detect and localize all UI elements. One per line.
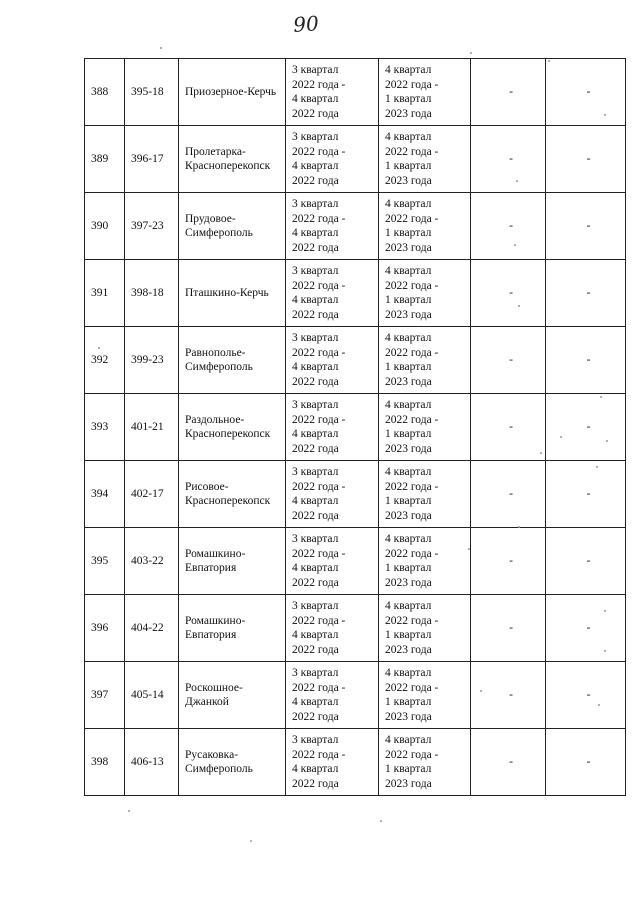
route-code-cell: 396-17 [125, 126, 179, 193]
start-period-cell-line: 4 квартал [292, 428, 339, 440]
end-period-cell [379, 729, 471, 796]
end-period-cell-line: 2022 года - [385, 748, 439, 761]
route-name-cell [179, 394, 286, 461]
start-period-cell [286, 662, 379, 729]
row-number-cell: 392 [85, 327, 125, 394]
route-code-cell: 406-13 [125, 729, 179, 796]
start-period-cell [286, 59, 379, 126]
route-code-cell: 395-18 [125, 59, 179, 126]
route-code-cell: 399-23 [125, 327, 179, 394]
route-name-cell-line: Симферополь [185, 763, 253, 775]
row-number-cell: 388 [85, 59, 125, 126]
start-period-cell-line: 4 квартал [292, 562, 339, 574]
scan-speck [560, 436, 562, 438]
route-code-cell: 401-21 [125, 394, 179, 461]
start-period-cell-line: 2022 года - [292, 145, 346, 158]
end-period-cell-line: 4 квартал [385, 332, 432, 344]
end-period-cell-line: 4 квартал [385, 198, 432, 210]
row-number-cell: 398 [85, 729, 125, 796]
end-period-cell-line: 1 квартал [385, 294, 432, 306]
end-period-cell-line: 4 квартал [385, 734, 432, 746]
start-period-cell-line: 4 квартал [292, 294, 339, 306]
start-period-cell-line: 3 квартал [292, 734, 339, 746]
route-name-cell [179, 260, 286, 327]
end-period-cell-line: 4 квартал [385, 600, 432, 612]
start-period-cell-line: 2022 года [292, 509, 339, 522]
end-period-cell-line: 1 квартал [385, 629, 432, 641]
start-period-cell-line: 2022 года [292, 777, 339, 790]
start-period-cell-line: 4 квартал [292, 93, 339, 105]
scan-speck [250, 840, 252, 842]
start-period-cell [286, 461, 379, 528]
route-name-cell-line: Рисовое- [185, 480, 229, 493]
route-name-cell [179, 729, 286, 796]
dash-cell: - [471, 59, 546, 126]
end-period-cell-line: 2022 года - [385, 346, 439, 359]
dash-cell: - [546, 729, 626, 796]
route-name-cell-line: Пташкино-Керчь [185, 286, 269, 299]
route-name-cell [179, 193, 286, 260]
dash-cell: - [471, 126, 546, 193]
route-name-cell-line: Красноперекопск [185, 160, 271, 172]
start-period-cell-line: 4 квартал [292, 763, 339, 775]
start-period-cell-line: 2022 года - [292, 614, 346, 627]
end-period-cell [379, 193, 471, 260]
table-row [85, 260, 626, 327]
dash-cell: - [546, 528, 626, 595]
start-period-cell-line: 2022 года - [292, 279, 346, 292]
row-number-cell: 389 [85, 126, 125, 193]
start-period-cell-line: 3 квартал [292, 265, 339, 277]
start-period-cell-line: 3 квартал [292, 131, 339, 143]
row-number-cell: 396 [85, 595, 125, 662]
end-period-cell [379, 126, 471, 193]
scan-speck [514, 244, 516, 246]
end-period-cell [379, 327, 471, 394]
row-number-cell: 397 [85, 662, 125, 729]
route-name-cell [179, 461, 286, 528]
page-number: 90 [292, 11, 320, 37]
end-period-cell-line: 2023 года [385, 241, 432, 254]
start-period-cell-line: 2022 года - [292, 480, 346, 493]
dash-cell: - [546, 126, 626, 193]
scan-speck [380, 820, 382, 822]
row-number-cell: 391 [85, 260, 125, 327]
route-code-cell: 405-14 [125, 662, 179, 729]
end-period-cell-line: 2022 года - [385, 279, 439, 292]
dash-cell: - [546, 327, 626, 394]
end-period-cell-line: 2023 года [385, 777, 432, 790]
end-period-cell-line: 1 квартал [385, 495, 432, 507]
start-period-cell-line: 2022 года [292, 375, 339, 388]
scan-speck [128, 810, 130, 812]
start-period-cell [286, 528, 379, 595]
scan-speck [480, 690, 482, 692]
route-name-cell [179, 126, 286, 193]
end-period-cell-line: 4 квартал [385, 466, 432, 478]
end-period-cell-line: 2023 года [385, 174, 432, 187]
start-period-cell-line: 2022 года [292, 643, 339, 656]
dash-cell: - [471, 260, 546, 327]
end-period-cell-line: 1 квартал [385, 696, 432, 708]
route-name-cell [179, 528, 286, 595]
route-name-cell-line: Равнополье- [185, 346, 246, 359]
table-row [85, 126, 626, 193]
scan-speck [598, 704, 600, 706]
start-period-cell [286, 193, 379, 260]
dash-cell: - [546, 193, 626, 260]
route-name-cell [179, 595, 286, 662]
dash-cell: - [471, 595, 546, 662]
end-period-cell-line: 1 квартал [385, 428, 432, 440]
dash-cell: - [546, 662, 626, 729]
start-period-cell [286, 394, 379, 461]
scan-speck [468, 548, 470, 550]
start-period-cell-line: 4 квартал [292, 495, 339, 507]
start-period-cell-line: 2022 года - [292, 413, 346, 426]
end-period-cell [379, 394, 471, 461]
start-period-cell [286, 327, 379, 394]
table-row [85, 59, 626, 126]
table-row [85, 528, 626, 595]
route-name-cell-line: Раздольное- [185, 413, 245, 426]
scan-speck [596, 466, 598, 468]
start-period-cell-line: 2022 года - [292, 681, 346, 694]
dash-cell: - [471, 394, 546, 461]
schedule-table [84, 58, 626, 796]
end-period-cell [379, 528, 471, 595]
start-period-cell [286, 595, 379, 662]
dash-cell: - [546, 260, 626, 327]
scan-speck [516, 180, 518, 182]
table-row [85, 662, 626, 729]
dash-cell: - [471, 193, 546, 260]
end-period-cell-line: 1 квартал [385, 562, 432, 574]
end-period-cell-line: 4 квартал [385, 667, 432, 679]
route-name-cell-line: Красноперекопск [185, 495, 271, 507]
start-period-cell-line: 2022 года [292, 107, 339, 120]
schedule-table-body [85, 59, 626, 796]
end-period-cell-line: 2022 года - [385, 681, 439, 694]
scan-speck [518, 526, 520, 528]
dash-cell: - [546, 595, 626, 662]
route-name-cell-line: Евпатория [185, 629, 237, 641]
end-period-cell-line: 2023 года [385, 375, 432, 388]
start-period-cell-line: 4 квартал [292, 160, 339, 172]
route-name-cell-line: Прудовое- [185, 212, 236, 225]
start-period-cell-line: 2022 года [292, 710, 339, 723]
route-code-cell: 404-22 [125, 595, 179, 662]
start-period-cell-line: 4 квартал [292, 629, 339, 641]
scan-speck [540, 452, 542, 454]
end-period-cell-line: 2023 года [385, 308, 432, 321]
start-period-cell-line: 4 квартал [292, 227, 339, 239]
dash-cell: - [546, 59, 626, 126]
start-period-cell-line: 2022 года [292, 174, 339, 187]
route-name-cell [179, 662, 286, 729]
dash-cell: - [546, 461, 626, 528]
start-period-cell [286, 126, 379, 193]
route-code-cell: 397-23 [125, 193, 179, 260]
row-number-cell: 395 [85, 528, 125, 595]
start-period-cell-line: 2022 года [292, 442, 339, 455]
route-name-cell-line: Симферополь [185, 361, 253, 373]
table-row [85, 461, 626, 528]
end-period-cell-line: 2022 года - [385, 212, 439, 225]
start-period-cell-line: 3 квартал [292, 64, 339, 76]
start-period-cell [286, 260, 379, 327]
end-period-cell-line: 4 квартал [385, 533, 432, 545]
route-name-cell-line: Симферополь [185, 227, 253, 239]
start-period-cell-line: 2022 года [292, 576, 339, 589]
start-period-cell-line: 2022 года - [292, 346, 346, 359]
dash-cell: - [471, 729, 546, 796]
end-period-cell [379, 662, 471, 729]
route-code-cell: 403-22 [125, 528, 179, 595]
dash-cell: - [471, 662, 546, 729]
start-period-cell-line: 2022 года [292, 241, 339, 254]
start-period-cell-line: 3 квартал [292, 667, 339, 679]
end-period-cell-line: 1 квартал [385, 93, 432, 105]
table-row [85, 595, 626, 662]
route-name-cell-line: Роскошное- [185, 681, 243, 694]
table-row [85, 394, 626, 461]
row-number-cell: 393 [85, 394, 125, 461]
start-period-cell-line: 3 квартал [292, 600, 339, 612]
route-name-cell-line: Ромашкино- [185, 547, 246, 560]
end-period-cell-line: 2023 года [385, 107, 432, 120]
end-period-cell-line: 4 квартал [385, 131, 432, 143]
scan-speck [98, 347, 100, 349]
end-period-cell-line: 2022 года - [385, 145, 439, 158]
route-name-cell-line: Пролетарка- [185, 145, 246, 158]
end-period-cell-line: 4 квартал [385, 265, 432, 277]
start-period-cell [286, 729, 379, 796]
end-period-cell-line: 2022 года - [385, 480, 439, 493]
start-period-cell-line: 2022 года - [292, 748, 346, 761]
route-code-cell: 402-17 [125, 461, 179, 528]
end-period-cell-line: 2023 года [385, 442, 432, 455]
end-period-cell-line: 1 квартал [385, 763, 432, 775]
route-code-cell: 398-18 [125, 260, 179, 327]
table-row [85, 729, 626, 796]
end-period-cell-line: 4 квартал [385, 64, 432, 76]
start-period-cell-line: 2022 года - [292, 212, 346, 225]
start-period-cell-line: 3 квартал [292, 198, 339, 210]
end-period-cell [379, 461, 471, 528]
end-period-cell-line: 1 квартал [385, 361, 432, 373]
dash-cell: - [471, 327, 546, 394]
scan-speck [604, 114, 606, 116]
route-name-cell-line: Красноперекопск [185, 428, 271, 440]
start-period-cell-line: 3 квартал [292, 533, 339, 545]
table-row [85, 193, 626, 260]
end-period-cell-line: 2022 года - [385, 78, 439, 91]
start-period-cell-line: 2022 года - [292, 547, 346, 560]
end-period-cell-line: 1 квартал [385, 227, 432, 239]
end-period-cell-line: 2023 года [385, 509, 432, 522]
dash-cell: - [471, 461, 546, 528]
end-period-cell-line: 2023 года [385, 710, 432, 723]
route-name-cell-line: Евпатория [185, 562, 237, 574]
scan-speck [518, 305, 520, 307]
start-period-cell-line: 2022 года [292, 308, 339, 321]
scan-speck [600, 396, 602, 398]
table-row [85, 327, 626, 394]
scan-speck [160, 47, 162, 49]
route-name-cell [179, 327, 286, 394]
start-period-cell-line: 4 квартал [292, 696, 339, 708]
start-period-cell-line: 2022 года - [292, 78, 346, 91]
end-period-cell-line: 2022 года - [385, 547, 439, 560]
end-period-cell-line: 4 квартал [385, 399, 432, 411]
start-period-cell-line: 3 квартал [292, 399, 339, 411]
route-name-cell-line: Ромашкино- [185, 614, 246, 627]
end-period-cell-line: 2023 года [385, 576, 432, 589]
start-period-cell-line: 3 квартал [292, 466, 339, 478]
route-name-cell-line: Русаковка- [185, 748, 239, 761]
route-name-cell-line: Приозерное-Керчь [185, 85, 277, 98]
scan-speck [470, 52, 472, 54]
end-period-cell [379, 59, 471, 126]
row-number-cell: 390 [85, 193, 125, 260]
end-period-cell [379, 595, 471, 662]
scan-speck [604, 650, 606, 652]
route-name-cell [179, 59, 286, 126]
scan-speck [606, 440, 608, 442]
end-period-cell-line: 2023 года [385, 643, 432, 656]
row-number-cell: 394 [85, 461, 125, 528]
scan-speck [604, 610, 606, 612]
end-period-cell-line: 2022 года - [385, 413, 439, 426]
scan-speck [548, 60, 550, 62]
start-period-cell-line: 4 квартал [292, 361, 339, 373]
route-name-cell-line: Джанкой [185, 696, 229, 708]
dash-cell: - [546, 394, 626, 461]
dash-cell: - [471, 528, 546, 595]
end-period-cell [379, 260, 471, 327]
end-period-cell-line: 2022 года - [385, 614, 439, 627]
start-period-cell-line: 3 квартал [292, 332, 339, 344]
end-period-cell-line: 1 квартал [385, 160, 432, 172]
